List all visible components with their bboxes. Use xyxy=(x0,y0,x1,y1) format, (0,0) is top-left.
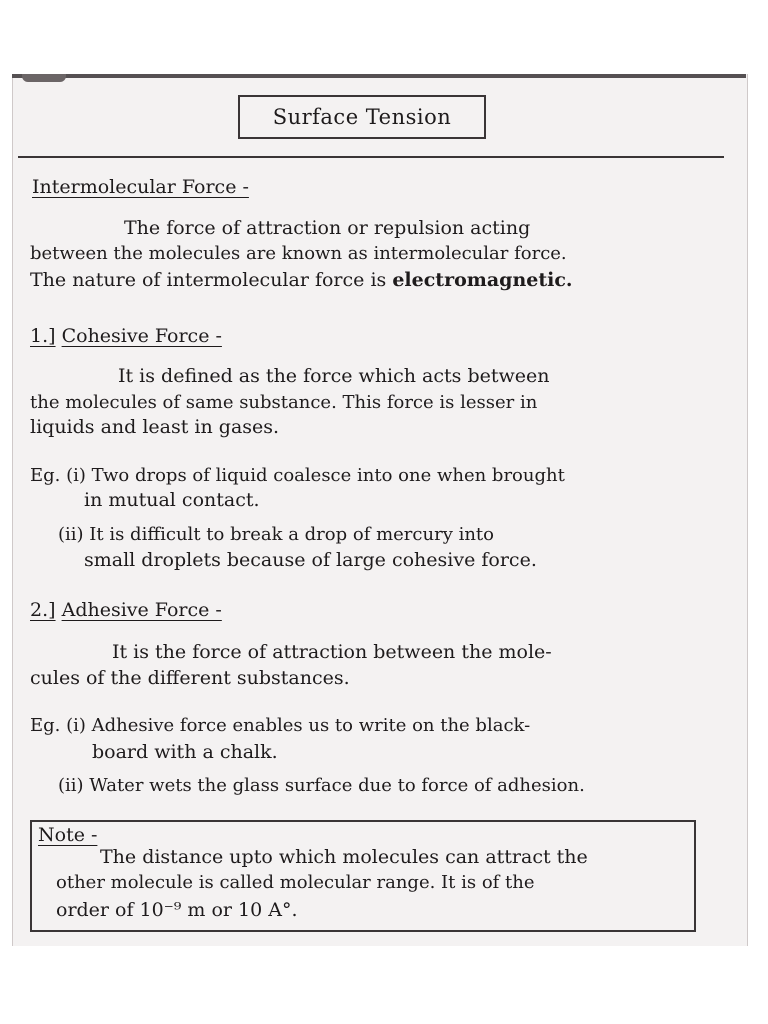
intermolecular-heading: Intermolecular Force - xyxy=(32,176,249,198)
cohesive-example-1: Eg. (i) Two drops of liquid coalesce into one when brought xyxy=(30,465,565,486)
cohesive-line-3: liquids and least in gases. xyxy=(30,416,280,438)
intermolecular-emphasis: electromagnetic. xyxy=(392,269,573,291)
adhesive-example-1-cont: board with a chalk. xyxy=(92,741,278,763)
page-top-edge xyxy=(12,74,746,78)
cohesive-heading xyxy=(30,327,222,346)
adhesive-example-1: Eg. (i) Adhesive force enables us to write on the black- xyxy=(30,715,531,736)
note-line-1: The distance upto which molecules can attract the xyxy=(100,846,588,868)
page-curl xyxy=(22,74,66,82)
cohesive-line-1: It is defined as the force which acts between xyxy=(118,365,550,387)
cohesive-example-1-cont: in mutual contact. xyxy=(84,489,260,511)
note-heading: Note - xyxy=(38,824,98,846)
note-line-3: order of 10⁻⁹ m or 10 A°. xyxy=(56,899,298,921)
intermolecular-line-3-text: The nature of intermolecular force is xyxy=(30,269,387,291)
adhesive-example-2: (ii) Water wets the glass surface due to force of adhesion. xyxy=(58,775,585,796)
page-title: Surface Tension xyxy=(238,95,486,139)
note-line-2: other molecule is called molecular range. It is of the xyxy=(56,872,535,893)
intermolecular-line-1: The force of attraction or repulsion acting xyxy=(124,217,531,239)
cohesive-number: 1.] xyxy=(30,325,56,347)
adhesive-line-2: cules of the different substances. xyxy=(30,667,350,689)
adhesive-line-1: It is the force of attraction between the mole- xyxy=(112,641,552,663)
adhesive-heading xyxy=(30,601,222,620)
cohesive-example-2: (ii) It is difficult to break a drop of mercury into xyxy=(58,524,494,545)
intermolecular-line-2: between the molecules are known as intermolecular force. xyxy=(30,243,567,264)
cohesive-example-2-cont: small droplets because of large cohesive force. xyxy=(84,549,537,571)
adhesive-number: 2.] xyxy=(30,599,56,621)
title-underline-rule xyxy=(18,156,724,158)
adhesive-title: Adhesive Force - xyxy=(61,599,222,621)
cohesive-line-2: the molecules of same substance. This force is lesser in xyxy=(30,392,538,413)
cohesive-title: Cohesive Force - xyxy=(61,325,222,347)
intermolecular-line-3 xyxy=(30,271,573,290)
